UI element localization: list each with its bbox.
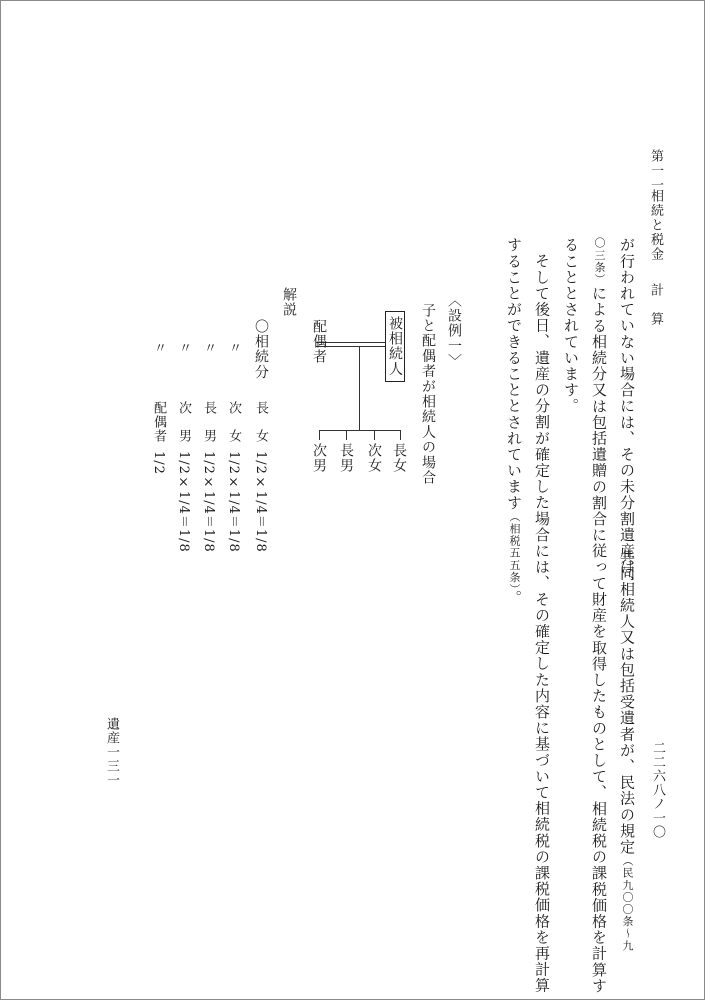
body-line-4: ることとされています。 bbox=[562, 237, 580, 415]
body-line-1-text: 共同相続人又は包括受遺者が、民法の規定 bbox=[618, 549, 636, 855]
row-1-formula: 1/2×1/4＝1/8 bbox=[253, 451, 268, 553]
footer-page-label: 遺産一三一 bbox=[104, 717, 119, 787]
child-1: 長女 bbox=[391, 443, 407, 474]
body-line-2: が行われていない場合には、その未分割遺産は、 bbox=[618, 237, 636, 592]
example-caption: 子と配偶者が相続人の場合 bbox=[420, 303, 436, 486]
row-4-heir: 次 男 bbox=[176, 401, 191, 443]
chapter-number: 第一一 bbox=[648, 149, 663, 193]
body-line-3 bbox=[591, 237, 606, 994]
row-3-formula: 1/2×1/4＝1/8 bbox=[201, 451, 216, 553]
child-drop-3 bbox=[346, 430, 347, 440]
explanation-label: 解説 bbox=[281, 287, 297, 318]
children-bar bbox=[319, 430, 401, 431]
row-2-heir: 次 女 bbox=[226, 401, 241, 443]
row-5-heir: 配偶者 bbox=[151, 401, 166, 443]
body-line-6 bbox=[506, 237, 521, 606]
row-2-formula: 1/2×1/4＝1/8 bbox=[226, 451, 241, 553]
civil-code-ref-end: 〇三条） bbox=[593, 237, 606, 286]
child-4: 次男 bbox=[311, 443, 327, 474]
child-drop-1 bbox=[400, 430, 401, 440]
row-2-mark: 〃 bbox=[226, 341, 241, 355]
page-code: 二二六八ノ一〇 bbox=[650, 741, 665, 839]
row-1-heir: 長 女 bbox=[253, 401, 268, 443]
marriage-line-bottom bbox=[316, 346, 394, 347]
topic-title: 計 算 bbox=[648, 283, 663, 327]
body-line-6-end: 。 bbox=[505, 589, 523, 607]
row-3-mark: 〃 bbox=[201, 341, 216, 355]
civil-code-ref: （民九〇〇条～九 bbox=[621, 854, 634, 952]
spouse-label: 配偶者 bbox=[311, 319, 327, 365]
descent-line bbox=[359, 346, 360, 430]
body-line-6-text: することができることとされています bbox=[505, 237, 523, 511]
row-3-heir: 長 男 bbox=[201, 401, 216, 443]
body-line-5: そして後日、遺産の分割が確定した場合には、その確定した内容に基づいて相続税の課税価格を再計算 bbox=[533, 253, 551, 994]
row-5-mark: 〃 bbox=[151, 341, 166, 355]
decedent-box: 被相続人 bbox=[385, 311, 405, 382]
row-4-formula: 1/2×1/4＝1/8 bbox=[176, 451, 191, 553]
body-line-3-text: による相続分又は包括遺贈の割合に従って財産を取得したものとして、相続税の課税価格を計算す bbox=[590, 285, 608, 994]
child-drop-4 bbox=[319, 430, 320, 440]
marriage-line-top bbox=[316, 342, 394, 343]
example-title: 〈設例一〉 bbox=[446, 293, 462, 369]
tax-law-ref: （相税五五条） bbox=[508, 510, 521, 590]
child-3: 長男 bbox=[338, 443, 354, 474]
explanation-heading: 〇相続分 bbox=[253, 319, 269, 380]
row-4-mark: 〃 bbox=[176, 341, 191, 355]
body-line-1 bbox=[619, 549, 634, 952]
child-drop-2 bbox=[374, 430, 375, 440]
child-2: 次女 bbox=[366, 443, 382, 474]
section-title: 相続と税金 bbox=[648, 189, 663, 262]
row-5-formula: 1/2 bbox=[151, 451, 166, 475]
